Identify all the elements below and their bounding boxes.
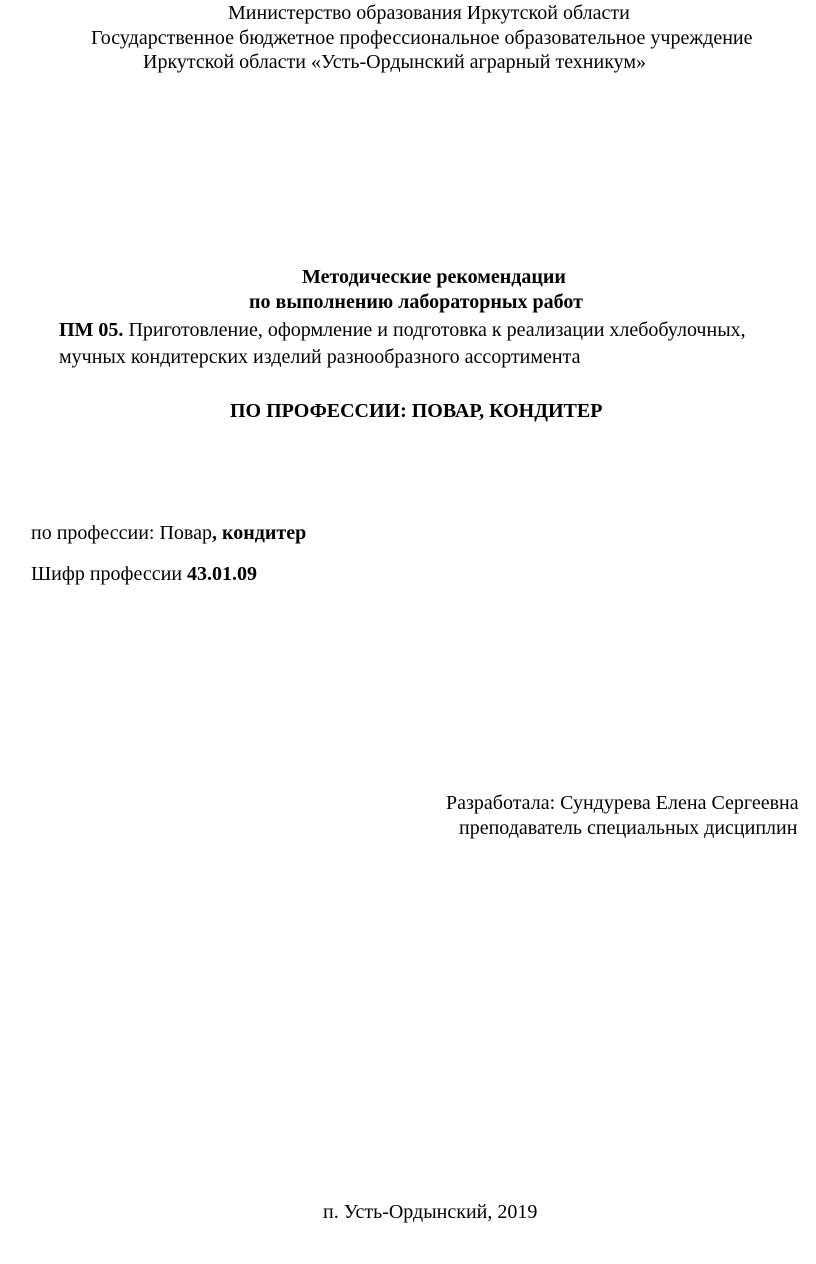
- profession-bold-part: , кондитер: [211, 522, 307, 544]
- module-description-line-2: мучных кондитерских изделий разнообразного ассортимента: [59, 346, 581, 368]
- author-line: Разработала: Сундурева Елена Сергеевна: [446, 792, 799, 814]
- author-position: преподаватель специальных дисциплин: [459, 817, 798, 839]
- module-text-1: Приготовление, оформление и подготовка к реализации хлебобулочных,: [123, 319, 746, 341]
- module-description-line-1: [59, 320, 746, 340]
- document-title-line-2: по выполнению лабораторных работ: [249, 291, 583, 313]
- profession-code-line: [31, 564, 257, 584]
- institution-name-line-2: Иркутской области «Усть-Ордынский аграрный техникум»: [143, 51, 647, 73]
- module-code: ПМ 05.: [59, 319, 124, 341]
- profession-line: [31, 523, 306, 543]
- place-and-year: п. Усть-Ордынский, 2019: [323, 1201, 538, 1223]
- ministry-name: Министерство образования Иркутской области: [228, 2, 630, 24]
- document-title-line-1: Методические рекомендации: [302, 266, 566, 288]
- profession-code-label: Шифр профессии: [31, 563, 188, 585]
- profession-code-value: 43.01.09: [187, 563, 258, 585]
- institution-name-line-1: Государственное бюджетное профессиональное образовательное учреждение: [91, 27, 753, 49]
- profession-label: по профессии: Повар: [31, 522, 212, 544]
- profession-heading: ПО ПРОФЕССИИ: ПОВАР, КОНДИТЕР: [230, 400, 603, 422]
